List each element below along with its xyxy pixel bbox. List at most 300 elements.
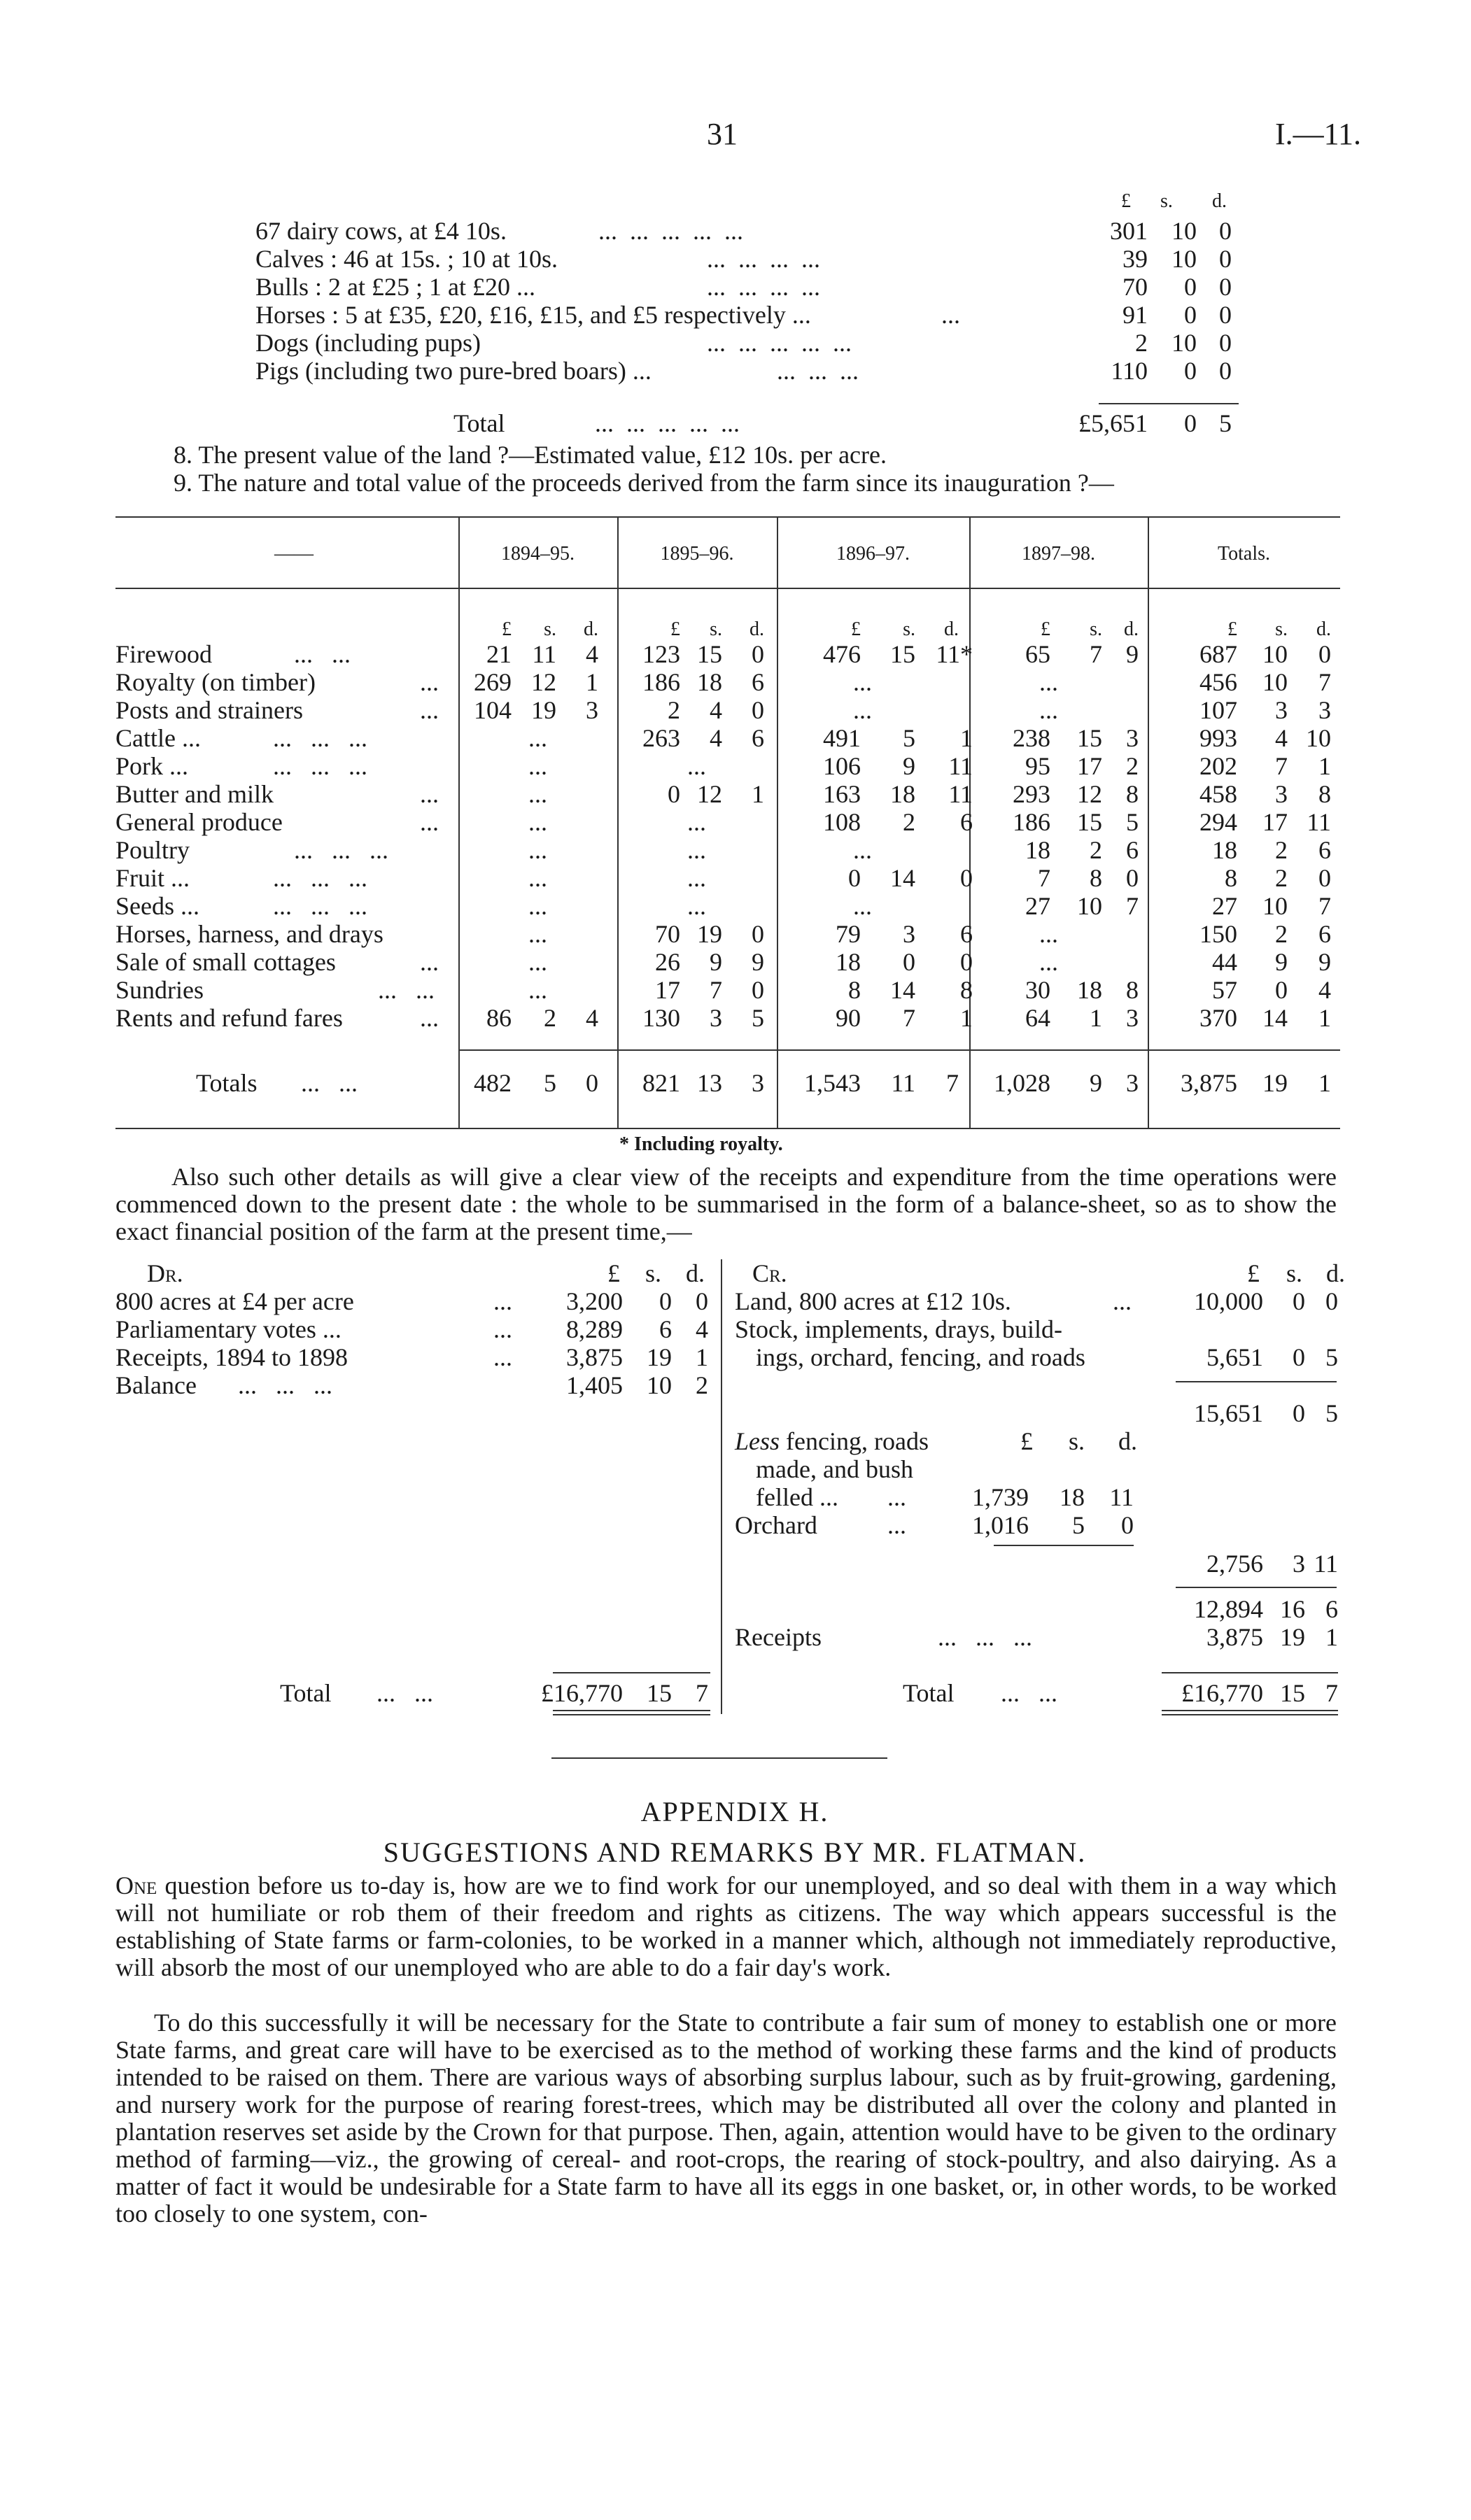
- table-cell-pounds: 238: [1013, 724, 1050, 752]
- totals-shillings: 11: [891, 1069, 915, 1097]
- stock-item-pounds: 70: [1122, 273, 1148, 301]
- cr-stock-pence: 5: [1325, 1343, 1338, 1371]
- table-cell-shillings: 10: [1262, 640, 1288, 668]
- unit-pounds: £: [670, 618, 680, 640]
- dr-item-pounds: 1,405: [566, 1371, 623, 1399]
- cr-total-label: Total: [903, 1679, 955, 1707]
- table-cell-pence: 8: [1318, 780, 1331, 808]
- table-cell-pence: 1: [752, 780, 764, 808]
- less-line-1-text: fencing, roads: [780, 1427, 929, 1455]
- orchard-pence: 0: [1121, 1511, 1134, 1539]
- table-row-dots: ... ... ...: [273, 864, 367, 892]
- unit-pence: d.: [1316, 618, 1331, 640]
- dr-item-pence: 0: [696, 1287, 708, 1315]
- table-cell-pounds: 130: [642, 1004, 680, 1032]
- document-reference: I.—11.: [1275, 117, 1362, 151]
- table-row-dots: ...: [420, 780, 439, 808]
- less-total-pence: 11: [1314, 1550, 1338, 1578]
- table-row-dots: ...: [420, 948, 439, 976]
- table-cell-pounds: 64: [1025, 1004, 1050, 1032]
- table-cell-shillings: 3: [1275, 696, 1288, 724]
- totals-label: Totals: [196, 1069, 258, 1097]
- table-cell-shillings: 18: [697, 668, 722, 696]
- totals-pounds: 482: [474, 1069, 512, 1097]
- table-cell-pence: 0: [960, 864, 973, 892]
- table-cell-pence: 11: [948, 752, 973, 780]
- cr-unit-pence: d.: [1326, 1259, 1345, 1287]
- table-header-totals: Totals.: [1217, 543, 1271, 565]
- table-cell-pounds: 18: [1025, 836, 1050, 864]
- table-cell-pence: 0: [752, 976, 764, 1004]
- cr-unit-pounds: £: [1247, 1259, 1260, 1287]
- receipts-shillings: 19: [1280, 1623, 1305, 1651]
- stock-item-pounds: 2: [1135, 329, 1148, 357]
- less-line-1: [735, 1427, 929, 1455]
- dr-unit-pounds: £: [607, 1259, 620, 1287]
- table-header-dash: ——: [274, 543, 314, 565]
- table-cell-pence: 3: [1126, 724, 1139, 752]
- cr-total-underline: [1162, 1714, 1338, 1715]
- table-cell-shillings: 7: [1275, 752, 1288, 780]
- table-cell-pounds: 993: [1199, 724, 1237, 752]
- unit-pounds: £: [1041, 618, 1050, 640]
- table-cell-pence: 11*: [936, 640, 973, 668]
- table-row-dots: ...: [420, 668, 439, 696]
- totals-pounds: 1,543: [804, 1069, 861, 1097]
- table-row-label: Sundries: [115, 976, 204, 1004]
- stock-item-dots: ... ... ... ...: [707, 273, 820, 301]
- totals-shillings: 19: [1262, 1069, 1288, 1097]
- table-cell-shillings: 2: [1275, 864, 1288, 892]
- table-cell-shillings: 1: [1090, 1004, 1102, 1032]
- unit-pounds: £: [851, 618, 861, 640]
- dr-item-dots: ...: [493, 1287, 512, 1315]
- table-row-label: Pork ...: [115, 752, 189, 780]
- paragraph-lead-word: One: [115, 1871, 157, 1899]
- stock-item-pounds: 39: [1122, 245, 1148, 273]
- table-cell-pounds: 27: [1025, 892, 1050, 920]
- dr-item-pence: 2: [696, 1371, 708, 1399]
- stock-item-shillings: 10: [1171, 217, 1197, 245]
- cr-total-pence: 7: [1325, 1679, 1338, 1707]
- table-row-label: Horses, harness, and drays: [115, 920, 383, 948]
- stock-item-dots: ... ... ... ... ...: [707, 329, 852, 357]
- unit-pounds: £: [502, 618, 512, 640]
- dr-item-dots: ... ... ...: [238, 1371, 332, 1399]
- table-cell-shillings: 10: [1262, 892, 1288, 920]
- unit-shillings: s.: [710, 618, 722, 640]
- dr-total-rule: [553, 1672, 710, 1673]
- stock-item-dots: ... ... ...: [777, 357, 859, 385]
- less-fencing-pounds: 1,739: [972, 1483, 1029, 1511]
- table-header-rule: [115, 588, 1340, 589]
- table-cell-shillings: 3: [710, 1004, 722, 1032]
- table-cell-pounds: 65: [1025, 640, 1050, 668]
- totals-pence: 3: [752, 1069, 764, 1097]
- cr-stock-pounds: 5,651: [1206, 1343, 1263, 1371]
- stock-item-label: Horses : 5 at £35, £20, £16, £15, and £5 respectively ...: [255, 301, 811, 329]
- table-cell-empty: ...: [853, 668, 872, 696]
- table-cell-shillings: 2: [1275, 920, 1288, 948]
- table-cell-pounds: 106: [823, 752, 861, 780]
- table-cell-shillings: 0: [903, 948, 915, 976]
- stock-total-pounds: £5,651: [1078, 409, 1148, 437]
- table-cell-pence: 3: [1126, 1004, 1139, 1032]
- table-cell-pence: 5: [752, 1004, 764, 1032]
- table-cell-pence: 8: [960, 976, 973, 1004]
- unit-pence: d.: [944, 618, 959, 640]
- totals-pounds: 821: [642, 1069, 680, 1097]
- table-cell-pence: 6: [960, 808, 973, 836]
- less-unit-pence: d.: [1118, 1427, 1137, 1455]
- totals-pounds: 1,028: [994, 1069, 1050, 1097]
- table-cell-pounds: 26: [655, 948, 680, 976]
- table-cell-empty: ...: [528, 752, 547, 780]
- table-header-1895: 1895–96.: [660, 543, 734, 565]
- table-cell-shillings: 12: [697, 780, 722, 808]
- unit-pence: d.: [749, 618, 764, 640]
- table-cell-shillings: 10: [1262, 668, 1288, 696]
- dr-item-label: Parliamentary votes ...: [115, 1315, 342, 1343]
- dr-total-underline: [553, 1714, 710, 1715]
- cr-subtotal2-pence: 6: [1325, 1595, 1338, 1623]
- table-cell-shillings: 18: [890, 780, 915, 808]
- table-cell-shillings: 17: [1262, 808, 1288, 836]
- table-cell-pounds: 104: [474, 696, 512, 724]
- cr-subtotal2-rule: [1176, 1587, 1337, 1588]
- dr-item-label: 800 acres at £4 per acre: [115, 1287, 354, 1315]
- table-cell-pence: 1: [586, 668, 598, 696]
- stock-total-dots: ... ... ... ... ...: [595, 409, 740, 437]
- stock-item-shillings: 10: [1171, 329, 1197, 357]
- dr-total-pence: 7: [696, 1679, 708, 1707]
- table-row-dots: ...: [420, 1004, 439, 1032]
- table-cell-empty: ...: [853, 836, 872, 864]
- totals-pence: 3: [1126, 1069, 1139, 1097]
- stock-unit-shillings: s.: [1160, 190, 1173, 212]
- table-cell-pence: 8: [1126, 780, 1139, 808]
- table-cell-pence: 10: [1306, 724, 1331, 752]
- totals-rule: [458, 1049, 1340, 1051]
- less-unit-pounds: £: [1020, 1427, 1033, 1455]
- table-cell-pence: 7: [1318, 668, 1331, 696]
- table-cell-pounds: 108: [823, 808, 861, 836]
- dr-item-dots: ...: [493, 1315, 512, 1343]
- dr-item-label: Balance: [115, 1371, 197, 1399]
- table-cell-pounds: 186: [642, 668, 680, 696]
- table-cell-pence: 7: [1126, 892, 1139, 920]
- table-cell-pounds: 294: [1199, 808, 1237, 836]
- stock-total-rule: [1099, 403, 1239, 404]
- table-cell-pounds: 70: [655, 920, 680, 948]
- table-cell-shillings: 11: [532, 640, 556, 668]
- table-cell-shillings: 7: [903, 1004, 915, 1032]
- stock-unit-pence: d.: [1212, 190, 1227, 212]
- stock-item-pounds: 301: [1110, 217, 1148, 245]
- receipts-pounds: 3,875: [1206, 1623, 1263, 1651]
- table-cell-empty: ...: [687, 836, 706, 864]
- table-cell-empty: ...: [687, 752, 706, 780]
- cr-total-underline: [1162, 1710, 1338, 1711]
- table-cell-pence: 1: [960, 1004, 973, 1032]
- totals-pounds: 3,875: [1181, 1069, 1237, 1097]
- table-row-label: Poultry: [115, 836, 190, 864]
- table-cell-pence: 1: [1318, 1004, 1331, 1032]
- table-cell-pounds: 150: [1199, 920, 1237, 948]
- table-cell-pounds: 86: [486, 1004, 512, 1032]
- table-cell-pence: 11: [948, 780, 973, 808]
- table-row-label: Firewood: [115, 640, 212, 668]
- table-cell-pounds: 79: [836, 920, 861, 948]
- table-cell-shillings: 14: [890, 864, 915, 892]
- receipts-label: Receipts: [735, 1623, 822, 1651]
- table-header-1896: 1896–97.: [836, 543, 910, 565]
- dr-total-underline: [553, 1710, 710, 1711]
- unit-shillings: s.: [1090, 618, 1102, 640]
- stock-item-pounds: 91: [1122, 301, 1148, 329]
- dr-item-pence: 4: [696, 1315, 708, 1343]
- table-cell-pence: 11: [1307, 808, 1331, 836]
- table-cell-empty: ...: [528, 808, 547, 836]
- table-cell-pounds: 17: [655, 976, 680, 1004]
- table-cell-empty: ...: [1039, 668, 1058, 696]
- table-cell-pounds: 370: [1199, 1004, 1237, 1032]
- table-cell-pounds: 458: [1199, 780, 1237, 808]
- stock-unit-pounds: £: [1121, 190, 1131, 212]
- less-line-2: made, and bush: [756, 1455, 913, 1483]
- table-row-label: Seeds ...: [115, 892, 199, 920]
- totals-pence: 0: [586, 1069, 598, 1097]
- table-cell-pounds: 44: [1212, 948, 1237, 976]
- dr-item-shillings: 10: [647, 1371, 672, 1399]
- table-cell-shillings: 15: [890, 640, 915, 668]
- table-cell-pounds: 293: [1013, 780, 1050, 808]
- dr-heading: Dr.: [147, 1259, 183, 1287]
- table-cell-shillings: 4: [1275, 724, 1288, 752]
- stock-item-pence: 0: [1219, 329, 1232, 357]
- table-cell-pounds: 95: [1025, 752, 1050, 780]
- table-row-label: Posts and strainers: [115, 696, 303, 724]
- table-cell-pounds: 30: [1025, 976, 1050, 1004]
- table-cell-pence: 6: [960, 920, 973, 948]
- dr-item-pounds: 8,289: [566, 1315, 623, 1343]
- dr-total-label: Total: [280, 1679, 332, 1707]
- less-rule: [994, 1545, 1134, 1546]
- stock-item-dots: ...: [941, 301, 960, 329]
- appendix-paragraph-1: [115, 1872, 1337, 1981]
- unit-pounds: £: [1227, 618, 1237, 640]
- table-cell-shillings: 12: [1077, 780, 1102, 808]
- table-cell-shillings: 15: [1077, 724, 1102, 752]
- cr-total-dots: ... ...: [1001, 1679, 1057, 1707]
- table-cell-empty: ...: [687, 892, 706, 920]
- table-cell-pounds: 456: [1199, 668, 1237, 696]
- unit-pence: d.: [1124, 618, 1139, 640]
- totals-dots: ... ...: [301, 1069, 358, 1097]
- stock-total-label: Total: [453, 409, 505, 437]
- table-cell-pence: 0: [752, 920, 764, 948]
- table-row-dots: ...: [420, 696, 439, 724]
- question-8: 8. The present value of the land ?—Estimated value, £12 10s. per acre.: [174, 441, 887, 469]
- table-cell-pence: 0: [1318, 640, 1331, 668]
- page-number: 31: [707, 117, 738, 151]
- table-cell-pence: 6: [1318, 920, 1331, 948]
- cr-total-pounds: £16,770: [1181, 1679, 1263, 1707]
- appendix-subtitle: SUGGESTIONS AND REMARKS BY MR. FLATMAN.: [383, 1836, 1087, 1868]
- table-cell-pounds: 123: [642, 640, 680, 668]
- stock-item-shillings: 10: [1171, 245, 1197, 273]
- table-row-dots: ... ... ...: [273, 892, 367, 920]
- table-cell-pence: 4: [1318, 976, 1331, 1004]
- stock-item-label: Calves : 46 at 15s. ; 10 at 10s.: [255, 245, 558, 273]
- appendix-title: APPENDIX H.: [640, 1796, 829, 1827]
- table-cell-shillings: 2: [1275, 836, 1288, 864]
- table-cell-pounds: 269: [474, 668, 512, 696]
- dr-item-shillings: 19: [647, 1343, 672, 1371]
- stock-item-pence: 0: [1219, 245, 1232, 273]
- table-row-label: Cattle ...: [115, 724, 201, 752]
- table-header-1894: 1894–95.: [501, 543, 575, 565]
- table-cell-empty: ...: [528, 724, 547, 752]
- table-cell-shillings: 4: [710, 696, 722, 724]
- table-cell-empty: ...: [1039, 948, 1058, 976]
- table-cell-shillings: 9: [710, 948, 722, 976]
- table-cell-pence: 6: [1126, 836, 1139, 864]
- table-cell-pounds: 202: [1199, 752, 1237, 780]
- table-cell-pounds: 263: [642, 724, 680, 752]
- section-divider: [551, 1757, 887, 1759]
- dr-unit-pence: d.: [686, 1259, 705, 1287]
- table-cell-shillings: 9: [1275, 948, 1288, 976]
- table-cell-empty: ...: [1039, 920, 1058, 948]
- table-cell-pence: 0: [960, 948, 973, 976]
- table-cell-pounds: 7: [1038, 864, 1050, 892]
- less-total-pounds: 2,756: [1206, 1550, 1263, 1578]
- table-row-dots: ... ... ...: [294, 836, 388, 864]
- stock-item-dots: ... ... ... ...: [707, 245, 820, 273]
- stock-item-label: 67 dairy cows, at £4 10s.: [255, 217, 507, 245]
- dr-item-shillings: 6: [659, 1315, 672, 1343]
- stock-total-shillings: 0: [1184, 409, 1197, 437]
- dr-item-dots: ...: [493, 1343, 512, 1371]
- table-row-dots: ... ...: [294, 640, 351, 668]
- table-cell-pounds: 90: [836, 1004, 861, 1032]
- paragraph-1-text: question before us to-day is, how are we to find work for our unemployed, and so deal with them in a way which will not humiliate or rob them of their freedom and rights as citizens. The way which appears successful is the establishing of State farms or farm-colonies, to be worked in a manner which, although not immediately reproductive, will absorb the most of our unemployed who are able to do a fair day's work.: [115, 1871, 1337, 1981]
- dr-total-shillings: 15: [647, 1679, 672, 1707]
- stock-item-dots: ... ... ... ... ...: [598, 217, 743, 245]
- table-cell-pence: 3: [586, 696, 598, 724]
- table-cell-pounds: 491: [823, 724, 861, 752]
- table-cell-pounds: 21: [486, 640, 512, 668]
- less-unit-shillings: s.: [1069, 1427, 1085, 1455]
- table-cell-pence: 0: [752, 640, 764, 668]
- stock-item-pence: 0: [1219, 273, 1232, 301]
- cr-stock-shillings: 0: [1293, 1343, 1305, 1371]
- totals-shillings: 5: [544, 1069, 556, 1097]
- table-row-label: Fruit ...: [115, 864, 190, 892]
- cr-heading: Cr.: [752, 1259, 787, 1287]
- table-cell-pence: 2: [1126, 752, 1139, 780]
- less-fencing-pence: 11: [1109, 1483, 1134, 1511]
- table-cell-pence: 4: [586, 1004, 598, 1032]
- table-cell-empty: ...: [687, 864, 706, 892]
- table-cell-shillings: 7: [1090, 640, 1102, 668]
- table-cell-shillings: 17: [1077, 752, 1102, 780]
- table-cell-shillings: 7: [710, 976, 722, 1004]
- table-cell-shillings: 3: [903, 920, 915, 948]
- table-top-rule: [115, 516, 1340, 518]
- table-cell-pounds: 18: [1212, 836, 1237, 864]
- table-row-dots: ... ...: [378, 976, 435, 1004]
- table-cell-empty: ...: [528, 780, 547, 808]
- cr-subtotal1-shillings: 0: [1293, 1399, 1305, 1427]
- table-cell-shillings: 19: [531, 696, 556, 724]
- stock-item-pence: 0: [1219, 217, 1232, 245]
- table-cell-empty: ...: [528, 836, 547, 864]
- dr-item-label: Receipts, 1894 to 1898: [115, 1343, 348, 1371]
- cr-land-label: Land, 800 acres at £12 10s.: [735, 1287, 1011, 1315]
- stock-item-label: Bulls : 2 at £25 ; 1 at £20 ...: [255, 273, 535, 301]
- stock-item-label: Dogs (including pups): [255, 329, 481, 357]
- table-cell-pounds: 0: [668, 780, 680, 808]
- less-fencing-dots: ...: [887, 1483, 906, 1511]
- table-cell-shillings: 2: [544, 1004, 556, 1032]
- table-cell-pence: 7: [1318, 892, 1331, 920]
- cr-land-pounds: 10,000: [1194, 1287, 1263, 1315]
- table-cell-shillings: 14: [1262, 1004, 1288, 1032]
- less-word: Less: [735, 1427, 780, 1455]
- orchard-pounds: 1,016: [972, 1511, 1029, 1539]
- orchard-dots: ...: [887, 1511, 906, 1539]
- table-cell-pence: 6: [1318, 836, 1331, 864]
- table-cell-shillings: 4: [710, 724, 722, 752]
- table-cell-empty: ...: [1039, 696, 1058, 724]
- dr-item-pounds: 3,875: [566, 1343, 623, 1371]
- table-cell-pence: 9: [1126, 640, 1139, 668]
- unit-shillings: s.: [1275, 618, 1288, 640]
- table-cell-pence: 6: [752, 668, 764, 696]
- less-fencing-shillings: 18: [1060, 1483, 1085, 1511]
- table-footnote: * Including royalty.: [619, 1133, 783, 1155]
- table-cell-shillings: 5: [903, 724, 915, 752]
- table-cell-shillings: 15: [697, 640, 722, 668]
- orchard-shillings: 5: [1072, 1511, 1085, 1539]
- table-cell-pence: 3: [1318, 696, 1331, 724]
- less-total-shillings: 3: [1293, 1550, 1305, 1578]
- table-cell-empty: ...: [853, 892, 872, 920]
- table-cell-shillings: 9: [903, 752, 915, 780]
- table-cell-pence: 5: [1126, 808, 1139, 836]
- table-cell-pence: 0: [752, 696, 764, 724]
- table-row-label: Rents and refund fares: [115, 1004, 343, 1032]
- stock-item-pounds: 110: [1111, 357, 1148, 385]
- table-cell-pence: 9: [1318, 948, 1331, 976]
- table-cell-pounds: 163: [823, 780, 861, 808]
- dr-total-pounds: £16,770: [541, 1679, 623, 1707]
- table-cell-pounds: 18: [836, 948, 861, 976]
- cr-subtotal1-pence: 5: [1325, 1399, 1338, 1427]
- cr-land-dots: ...: [1113, 1287, 1132, 1315]
- receipts-dots: ... ... ...: [938, 1623, 1032, 1651]
- stock-item-shillings: 0: [1184, 301, 1197, 329]
- stock-item-pence: 0: [1219, 301, 1232, 329]
- table-row-dots: ... ... ...: [273, 752, 367, 780]
- table-cell-shillings: 2: [903, 808, 915, 836]
- table-cell-shillings: 0: [1275, 976, 1288, 1004]
- table-cell-pounds: 27: [1212, 892, 1237, 920]
- cr-unit-shillings: s.: [1286, 1259, 1303, 1287]
- table-cell-shillings: 15: [1077, 808, 1102, 836]
